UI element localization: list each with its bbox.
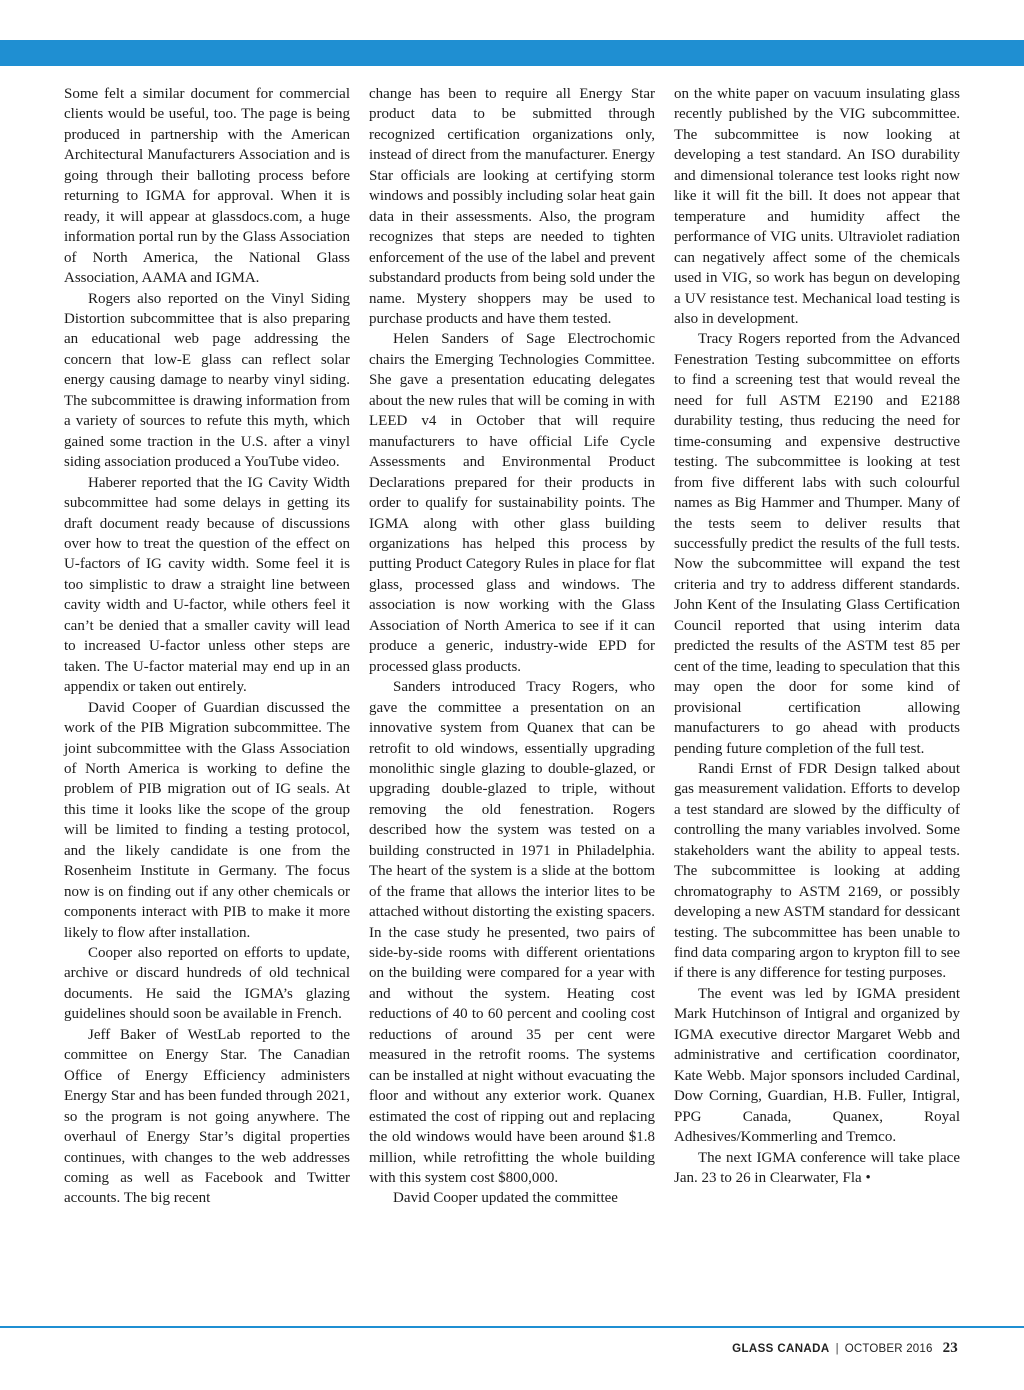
paragraph: on the white paper on vacuum insulating glass recently published by the VIG subcommittee. The subcommittee is now looking at developing a test standard. An ISO durability and dimensional tolerance test looks right now like it will fit the bill. It does not appear that temperature and humidity affect the performance of VIG units. Ultraviolet radiation can negatively affect some of the chemicals used in VIG, so work has begun on developing a UV resistance test. Mechanical load testing is also in development. — [674, 86, 960, 327]
paragraph: Some felt a similar document for commercial clients would be useful, too. The page is being produced in partnership with the American Architectural Manufacturers Association and is going through their balloting process before returning to IGMA for approval. When it is ready, it will appear at glassdocs.com, a huge information portal run by the Glass Association of North America, the National Glass Association, AAMA and IGMA. — [64, 86, 350, 287]
magazine-name: GLASS CANADA — [732, 1343, 830, 1355]
page-footer — [732, 1340, 958, 1357]
header-color-band — [0, 40, 1024, 66]
paragraph: David Cooper updated the committee — [393, 1190, 618, 1207]
article-column-3 — [674, 84, 960, 1188]
paragraph: Jeff Baker of WestLab reported to the committee on Energy Star. The Canadian Office of Energy Efficiency administers Energy Star and has been funded through 2021, so the program is not going anywhere. The overhaul of Energy Star’s digital properties continues, with changes to the web addresses coming as well as Facebook and Twitter accounts. The big recent — [64, 1026, 350, 1207]
paragraph: change has been to require all Energy Star product data to be submitted through recognized certification organizations only, instead of direct from the manufacturer. Energy Star officials are looking at certifying storm windows and possibly including solar heat gain data in their assessments. Also, the program recognizes that steps are needed to tighten enforcement of the use of the label and prevent substandard products from being sold under the name. Mystery shoppers may be used to purchase products and have them tested. — [369, 86, 655, 327]
footer-rule — [0, 1326, 1024, 1328]
paragraph: Haberer reported that the IG Cavity Width subcommittee had some delays in getting its draft document ready because of discussions over how to treat the question of the effect on U-factors of IG cavity width. Some feel it is too simplistic to draw a straight line between cavity width and U-factor, while others feel it can’t be denied that a smaller cavity will lead to increased U-factor unless other steps are taken. The U-factor material may end up in an appendix or taken out entirely. — [64, 474, 350, 696]
issue-date: OCTOBER 2016 — [844, 1343, 933, 1355]
page-number: 23 — [942, 1340, 958, 1356]
paragraph: The event was led by IGMA president Mark Hutchinson of Intigral and organized by IGMA executive director Margaret Webb and administrative and certification coordinator, Kate Webb. Major sponsors included Cardinal, Dow Corning, Guardian, H.B. Fuller, Intigral, PPG Canada, Quanex, Royal Adhesives/Kommerling and Tremco. — [674, 985, 960, 1146]
article-column-1 — [64, 84, 350, 1209]
footer-separator: | — [835, 1343, 839, 1355]
paragraph: David Cooper of Guardian discussed the work of the PIB Migration subcommittee. The joint subcommittee with the Glass Association of North America is working to define the problem of PIB migration out of IG seals. At this time it looks like the scope of the group will be limited to finding a testing protocol, and the likely candidate is one from the Rosenheim Institute in Germany. The focus now is on finding out if any other chemicals or components interact with PIB to make it more likely to flow after installation. — [64, 699, 350, 941]
paragraph: The next IGMA conference will take place Jan. 23 to 26 in Clearwater, Fla • — [674, 1149, 960, 1187]
paragraph: Cooper also reported on efforts to update, archive or discard hundreds of old technical documents. He said the IGMA’s glazing guidelines should soon be available in French. — [64, 945, 350, 1023]
paragraph: Randi Ernst of FDR Design talked about gas measurement validation. Efforts to develop a test standard are slowed by the difficulty of controlling the many variables involved. Some stakeholders want the ability to appeal tests. The subcommittee is looking at adding chromatography to ASTM 2169, or possibly developing a new ASTM standard for dessicant testing. The subcommittee has been unable to find data comparing argon to krypton fill to see if there is any difference for testing purposes. — [674, 760, 960, 982]
paragraph: Helen Sanders of Sage Electrochomic chairs the Emerging Technologies Committee. She gave a presentation educating delegates about the new rules that will be coming in with LEED v4 in October that will require manufacturers to have official Life Cycle Assessments and Environmental Product Declarations prepared for their products in order to qualify for sustainability points. The IGMA along with other glass building organizations has helped this process by putting Product Category Rules in place for flat glass, processed glass and windows. The association is now working with the Glass Association of North America to see if it can produce a generic, industry-wide EPD for processed glass products. — [369, 331, 655, 675]
paragraph: Sanders introduced Tracy Rogers, who gave the committee a presentation on an innovative system from Quanex that can be retrofit to old windows, essentially upgrading monolithic single glazing to double-glazed, or upgrading double-glazed to triple, without removing the old fenestration. Rogers described how the system was tested on a building constructed in 1971 in Philadelphia. The heart of the system is a slide at the bottom of the frame that allows the interior lites to be attached without distorting the existing spacers. In the case study he presented, two pairs of side-by-side rooms with different orientations on the building were compared for a year with and without the system. Heating cost reductions of 40 to 60 percent and cooling cost reductions of around 35 per cent were measured in the retrofit rooms. The systems can be installed at night without evacuating the floor and without any exterior work. Quanex estimated the cost of ripping out and replacing the old windows would have been around $1.8 million, while retrofitting the whole building with this system cost $800,000. — [369, 679, 655, 1187]
paragraph: Rogers also reported on the Vinyl Siding Distortion subcommittee that is also preparing an educational web page addressing the concern that low-E glass can reflect solar energy causing damage to nearby vinyl siding. The subcommittee is drawing information from a variety of sources to refute this myth, which gained some traction in the U.S. after a vinyl siding association produced a YouTube video. — [64, 290, 350, 471]
article-column-2 — [369, 84, 655, 1209]
paragraph: Tracy Rogers reported from the Advanced Fenestration Testing subcommittee on efforts to find a screening test that would reveal the need for full ASTM E2190 and E2188 durability testing, thus reducing the need for time-consuming and expensive destructive testing. The subcommittee is looking at test from five different labs with such colourful names as Big Hammer and Thumper. Many of the tests seem to deliver results that successfully predict the results of the full tests. Now the subcommittee will expand the test criteria and try to address different standards. John Kent of the Insulating Glass Certification Council reported that using interim data predicted the results of the ASTM test 85 per cent of the time, leading to speculation that this may open the door for some kind of provisional certification allowing manufacturers to go ahead with products pending future completion of the full test. — [674, 331, 960, 757]
